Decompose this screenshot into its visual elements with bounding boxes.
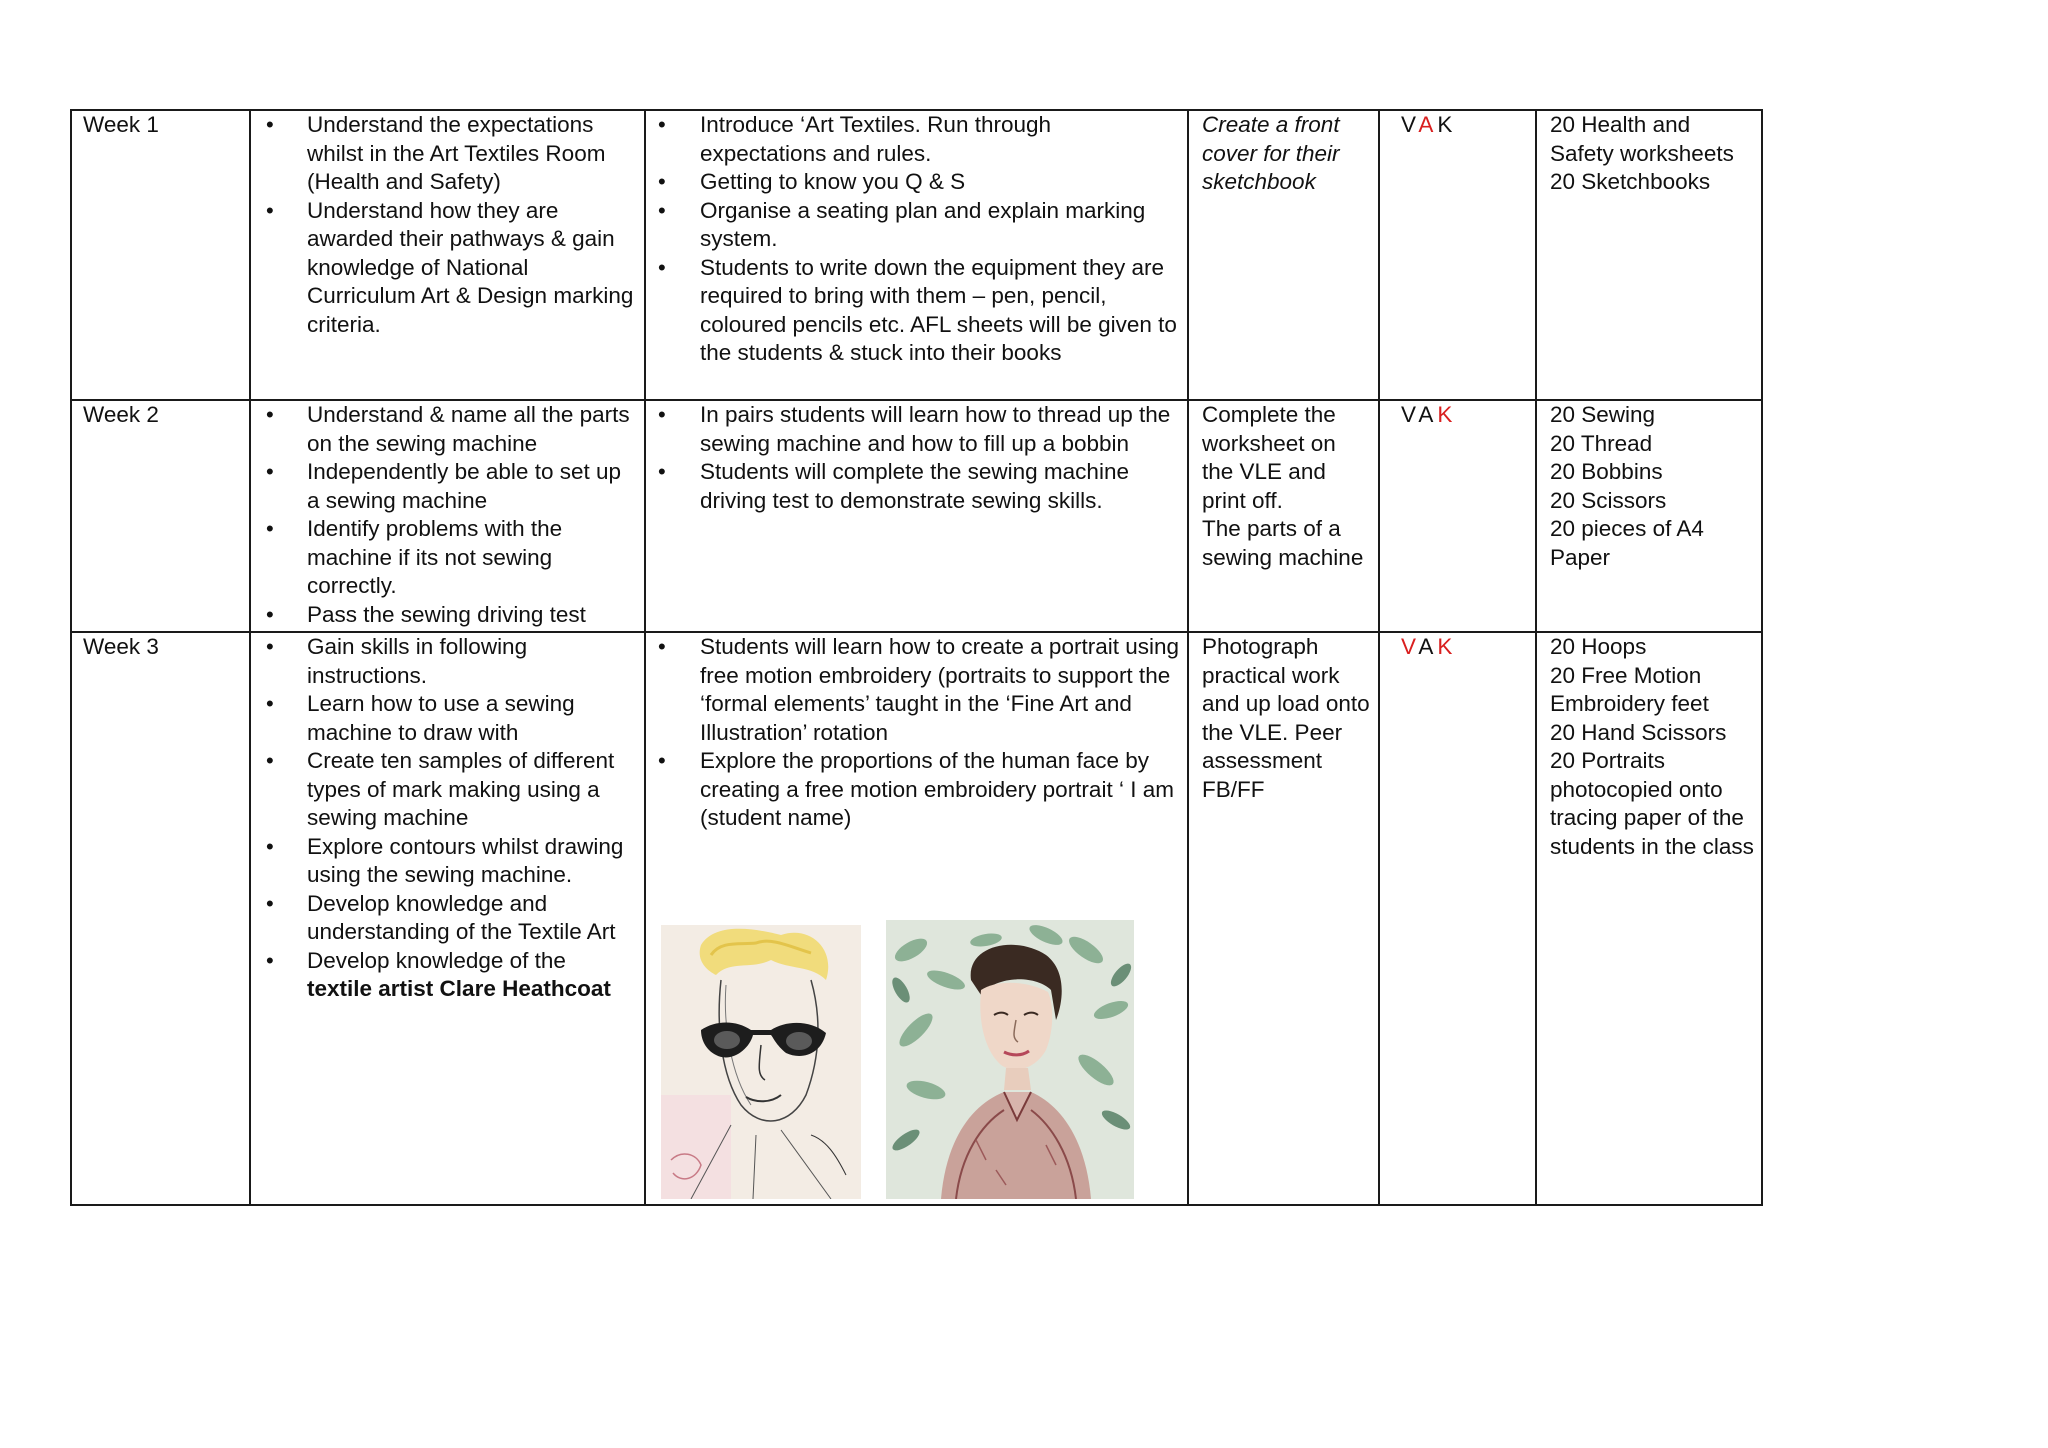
bullet-icon: • (658, 459, 666, 484)
resource-line: 20 Bobbins (1550, 459, 1663, 484)
resource-line: 20 Portraits photocopied onto tracing paper of the students in the class (1550, 748, 1754, 859)
bullet-icon: • (266, 833, 274, 859)
homework-cell (1188, 400, 1379, 632)
list-item: • Students will complete the sewing machine driving test to demonstrate sewing skills. (658, 459, 1129, 513)
resource-line: 20 pieces of A4 (1550, 516, 1704, 541)
list-item: • Students will learn how to create a portrait using free motion embroidery (portraits to support the ‘formal elements’ taught in the ‘Fine Art and Illustration’ rotation (658, 634, 1180, 745)
bullet-icon: • (266, 890, 274, 916)
resource-line: 20 Thread (1550, 430, 1653, 456)
list-item: • In pairs students will learn how to thread up the sewing machine and how to fill up a bobbin (658, 402, 1171, 456)
week-label: Week 2 (83, 402, 159, 427)
list-item: • Getting to know you Q & S (646, 168, 1187, 197)
objectives-list (251, 401, 644, 629)
artist-name: textile artist Clare Heathcoat (307, 976, 611, 1001)
bullet-icon: • (266, 459, 274, 484)
list-item: • Gain skills in following instructions. (266, 634, 528, 688)
objectives-cell (250, 110, 645, 400)
resource-line: 20 Hoops (1550, 634, 1647, 659)
embroidery-portrait-image (661, 925, 861, 1199)
bullet-icon: • (266, 601, 274, 627)
list-item: • Develop knowledge and understanding of the Textile Art (266, 890, 616, 944)
resource-line: Safety worksheets (1550, 140, 1734, 166)
list-item: • Develop knowledge of the textile artist Clare Heathcoat (266, 947, 611, 1001)
list-item: • Students to write down the equipment they are required to bring with them – pen, pencil, coloured pencils etc. AFL sheets will be given to the students & stuck into their books (658, 254, 1177, 365)
homework-cell (1188, 632, 1379, 1205)
list-item: • Understand how they are awarded their pathways & gain knowledge of National Curriculum Art & Design marking criteria. (266, 197, 634, 337)
activities-cell (645, 110, 1188, 400)
resource-line: 20 Health and (1550, 112, 1691, 137)
objectives-cell (250, 632, 645, 1205)
list-item: • Explore the proportions of the human face by creating a free motion embroidery portrait ‘ I am (student name) (658, 748, 1174, 830)
bullet-icon: • (266, 947, 274, 973)
list-item: • Independently be able to set up a sewing machine (266, 459, 622, 513)
table-row (71, 632, 1762, 1205)
bullet-icon: • (266, 197, 274, 223)
week-label: Week 3 (83, 634, 159, 659)
homework-text: The parts of a sewing machine (1202, 516, 1364, 570)
list-item: • Understand & name all the parts on the sewing machine (266, 402, 630, 456)
vak-letter-a: A (1418, 112, 1438, 137)
vak-letter-a: A (1418, 402, 1438, 427)
vak-letter-v: V (1401, 402, 1419, 427)
bullet-icon: • (658, 254, 666, 280)
bullet-icon: • (658, 112, 666, 137)
activities-list (646, 111, 1187, 368)
week-cell (71, 400, 250, 632)
week-cell (71, 632, 250, 1205)
resources-cell (1536, 400, 1762, 632)
vak-letter-k: K (1437, 112, 1457, 137)
objectives-list (251, 633, 644, 1004)
bullet-icon: • (266, 516, 274, 541)
activities-cell (645, 400, 1188, 632)
vak-cell (1379, 110, 1536, 400)
resource-line: 20 Free Motion Embroidery feet (1550, 662, 1709, 716)
week-label: Week 1 (83, 112, 159, 137)
homework-text: Complete the worksheet on the VLE and print off. (1202, 402, 1336, 513)
objectives-cell (250, 400, 645, 632)
bullet-icon: • (266, 691, 274, 716)
bullet-icon: • (266, 748, 274, 773)
vak-letter-v: V (1401, 112, 1419, 137)
list-item: • Explore contours whilst drawing using the sewing machine. (266, 833, 624, 887)
bullet-icon: • (266, 112, 274, 137)
vak-letter-a: A (1418, 634, 1438, 659)
bullet-icon: • (658, 402, 666, 427)
vak-letter-k: K (1437, 634, 1457, 659)
example-images (646, 920, 1187, 1204)
clare-heathcoat-portrait-image (886, 920, 1134, 1199)
resources-cell (1536, 110, 1762, 400)
list-item: • Learn how to use a sewing machine to draw with (266, 691, 575, 745)
vak-cell (1379, 400, 1536, 632)
list-item: • Understand the expectations whilst in the Art Textiles Room (Health and Safety) (266, 112, 606, 194)
resource-line: Paper (1550, 544, 1611, 570)
week-cell (71, 110, 250, 400)
vak-letter-v: V (1401, 634, 1419, 659)
table-row (71, 110, 1762, 400)
resource-line: 20 Scissors (1550, 487, 1667, 513)
resource-line: 20 Sketchbooks (1550, 169, 1711, 194)
vak-cell (1379, 632, 1536, 1205)
activities-list (646, 401, 1187, 515)
homework-cell (1188, 110, 1379, 400)
bullet-icon: • (266, 402, 274, 427)
table-row (71, 400, 1762, 632)
list-item: • Introduce ‘Art Textiles. Run through expectations and rules. (658, 112, 1052, 166)
bullet-icon: • (658, 634, 666, 659)
list-item: • Pass the sewing driving test (251, 601, 644, 630)
resources-cell (1536, 632, 1762, 1205)
bullet-icon: • (658, 197, 666, 223)
homework-text: Create a front cover for their sketchbook (1202, 112, 1340, 194)
list-item: • Create ten samples of different types of mark making using a sewing machine (266, 748, 615, 830)
bullet-icon: • (658, 748, 666, 773)
list-item: • Organise a seating plan and explain marking system. (658, 197, 1146, 251)
activities-list (646, 633, 1187, 833)
lesson-plan-table (70, 109, 1763, 1206)
activities-cell (645, 632, 1188, 1205)
resource-line: 20 Hand Scissors (1550, 719, 1727, 745)
bullet-icon: • (266, 634, 274, 659)
homework-text: Photograph practical work and up load onto the VLE. Peer assessment FB/FF (1202, 634, 1370, 802)
list-item: • Identify problems with the machine if its not sewing correctly. (266, 516, 563, 598)
resource-line: 20 Sewing (1550, 402, 1656, 427)
objectives-list (251, 111, 644, 339)
bullet-icon: • (658, 169, 666, 194)
vak-letter-k: K (1437, 402, 1457, 427)
